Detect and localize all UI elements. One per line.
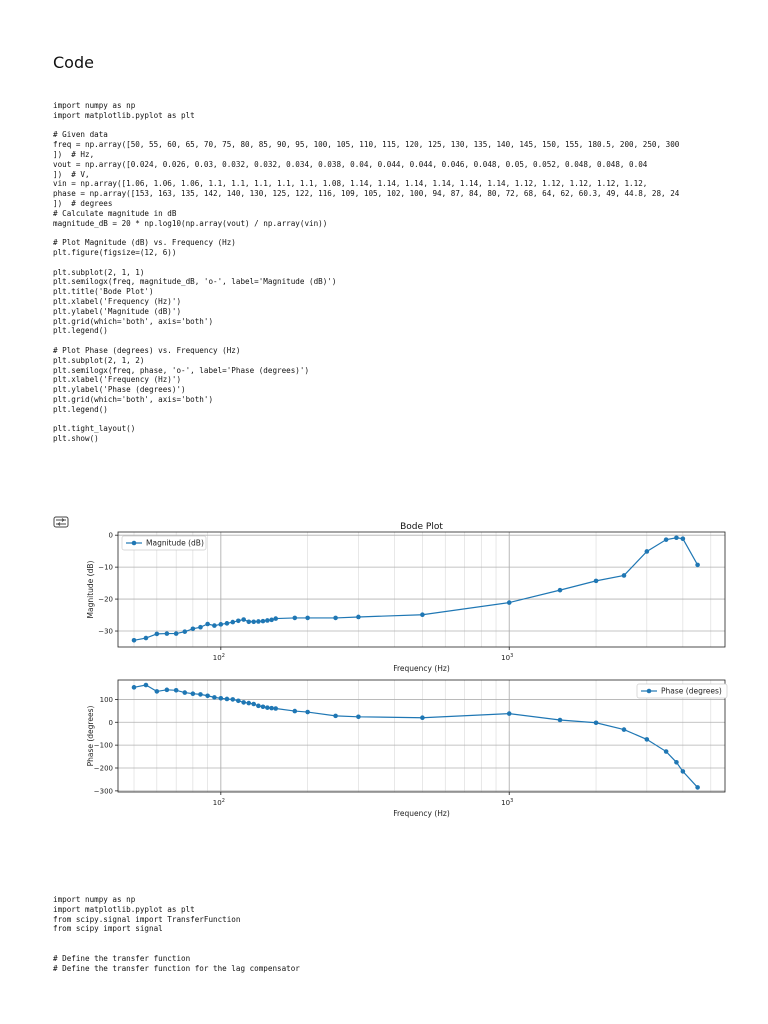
data-point	[261, 704, 266, 709]
code-line: ]) # V,	[53, 169, 90, 179]
data-point	[265, 618, 270, 623]
code-line: plt.semilogx(freq, magnitude_dB, 'o-', label='Magnitude (dB)')	[53, 277, 337, 287]
code-line: import numpy as np	[53, 101, 136, 110]
data-point	[356, 715, 361, 720]
code-line: from scipy import signal	[53, 924, 163, 934]
code-line: # Plot Magnitude (dB) vs. Frequency (Hz)	[53, 238, 236, 248]
code-line: plt.xlabel('Frequency (Hz)')	[53, 375, 182, 385]
code-line: phase = np.array([153, 163, 135, 142, 140, 130, 125, 122, 116, 109, 105, 102, 100, 94, 87, 84, 80, 72, 68, 64, 62, 60.3, 49, 44.8, 28, 24	[53, 189, 680, 199]
data-point	[191, 626, 196, 631]
data-point	[174, 688, 179, 693]
y-tick-label: 0	[108, 531, 113, 540]
x-tick-exponent: 2	[221, 798, 225, 804]
data-point	[273, 706, 278, 711]
y-tick-label: 0	[108, 718, 113, 727]
data-point	[645, 549, 650, 554]
code-line: ]) # degrees	[53, 198, 113, 208]
data-point	[507, 711, 512, 716]
data-point	[236, 619, 241, 624]
data-point	[269, 706, 274, 711]
code-line: # Plot Phase (degrees) vs. Frequency (Hz)	[53, 345, 241, 355]
code-line: plt.xlabel('Frequency (Hz)')	[53, 296, 182, 306]
data-point	[144, 683, 149, 688]
code-line: plt.show()	[53, 434, 99, 444]
data-point	[205, 622, 210, 627]
data-point	[182, 629, 187, 634]
data-point	[225, 621, 230, 626]
code-line: plt.ylabel('Magnitude (dB)')	[53, 306, 182, 316]
data-point	[695, 785, 700, 790]
data-point	[246, 701, 251, 706]
code-line: plt.tight_layout()	[53, 424, 136, 434]
data-point	[674, 535, 679, 540]
y-tick-label: −10	[98, 563, 113, 572]
x-tick-exponent: 3	[510, 798, 514, 804]
data-point	[420, 715, 425, 720]
data-point	[155, 689, 160, 694]
x-tick-label: $10^3$	[501, 653, 514, 662]
code-line: ]) # Hz,	[53, 149, 95, 159]
code-line: plt.legend()	[53, 404, 108, 414]
data-point	[132, 685, 137, 690]
code-line: freq = np.array([50, 55, 60, 65, 70, 75, 80, 85, 90, 95, 100, 105, 110, 115, 120, 125, 130, 135, 140, 145, 150, 155, 180.5, 200, 250, 300	[53, 140, 680, 150]
legend-marker	[132, 541, 137, 546]
chart-title: Bode Plot	[400, 522, 443, 532]
code-line: import matplotlib.pyplot as plt	[53, 904, 195, 914]
data-point	[212, 695, 217, 700]
y-tick-label: −20	[98, 595, 113, 604]
data-point	[251, 702, 256, 707]
legend-label: Phase (degrees)	[661, 686, 722, 696]
data-point	[594, 579, 599, 584]
data-point	[230, 620, 235, 625]
code-line: vout = np.array([0.024, 0.026, 0.03, 0.032, 0.032, 0.034, 0.038, 0.04, 0.044, 0.044, 0.046, 0.048, 0.05, 0.052, 0.048, 0.048, 0.04	[53, 159, 648, 169]
data-point	[198, 692, 203, 697]
code-line: plt.figure(figsize=(12, 6))	[53, 247, 177, 257]
data-point	[333, 616, 338, 621]
y-axis-label: Phase (degrees)	[86, 705, 95, 767]
data-point	[333, 714, 338, 719]
code-line: magnitude_dB = 20 * np.log10(np.array(vout) / np.array(vin))	[53, 218, 328, 228]
data-point	[241, 700, 246, 705]
code-line: plt.legend()	[53, 326, 108, 336]
data-point	[261, 619, 266, 624]
data-point	[695, 563, 700, 568]
x-axis-label: Frequency (Hz)	[393, 664, 450, 673]
x-tick-label: $10^2$	[212, 798, 225, 807]
y-tick-label: −200	[93, 764, 113, 773]
data-point	[251, 619, 256, 624]
data-point	[219, 696, 224, 701]
data-point	[674, 760, 679, 765]
subplot-1	[86, 522, 725, 673]
data-point	[305, 710, 310, 715]
subplot-2	[86, 680, 727, 818]
code-line: from scipy.signal import TransferFunction	[53, 914, 241, 924]
y-tick-label: −300	[93, 787, 113, 796]
data-point	[256, 619, 261, 624]
y-tick-label: 100	[99, 695, 113, 704]
legend-label: Magnitude (dB)	[146, 538, 204, 548]
data-point	[420, 612, 425, 617]
data-point	[292, 616, 297, 621]
x-tick-label: $10^3$	[501, 798, 514, 807]
plot-area	[118, 532, 725, 647]
data-point	[622, 573, 627, 578]
data-point	[236, 699, 241, 704]
data-point	[681, 536, 686, 541]
page-title: Code	[53, 53, 94, 72]
data-point	[645, 737, 650, 742]
data-point	[292, 709, 297, 714]
code-line: plt.title('Bode Plot')	[53, 287, 154, 297]
data-point	[664, 537, 669, 542]
data-point	[191, 691, 196, 696]
data-point	[273, 616, 278, 621]
data-point	[212, 623, 217, 628]
data-point	[246, 619, 251, 624]
data-point	[174, 631, 179, 636]
data-point	[558, 718, 563, 723]
data-point	[165, 688, 170, 693]
data-point	[155, 632, 160, 637]
x-tick-exponent: 2	[221, 653, 225, 659]
data-point	[305, 616, 310, 621]
code-line: plt.semilogx(freq, phase, 'o-', label='Phase (degrees)')	[53, 365, 310, 375]
data-point	[225, 697, 230, 702]
code-line: # Calculate magnitude in dB	[53, 208, 177, 218]
data-point	[205, 693, 210, 698]
data-point	[144, 636, 149, 641]
data-point	[132, 638, 137, 643]
data-point	[198, 625, 203, 630]
data-point	[219, 622, 224, 627]
code-line: # Define the transfer function	[53, 953, 191, 963]
legend-marker	[647, 689, 652, 694]
data-point	[269, 618, 274, 623]
code-line: plt.subplot(2, 1, 1)	[53, 267, 145, 277]
code-line: import matplotlib.pyplot as plt	[53, 110, 195, 120]
code-block-transfer	[53, 895, 300, 973]
x-tick-exponent: 3	[510, 653, 514, 659]
data-point	[230, 697, 235, 702]
x-axis-label: Frequency (Hz)	[393, 809, 450, 818]
code-line: import numpy as np	[53, 895, 136, 904]
y-axis-label: Magnitude (dB)	[86, 560, 95, 619]
data-point	[664, 749, 669, 754]
data-point	[594, 720, 599, 725]
data-point	[356, 615, 361, 620]
code-line: plt.ylabel('Phase (degrees)')	[53, 385, 186, 395]
legend	[122, 536, 206, 550]
code-line: vin = np.array([1.06, 1.06, 1.06, 1.1, 1.1, 1.1, 1.1, 1.1, 1.08, 1.14, 1.14, 1.14, 1.14, 1.14, 1.14, 1.12, 1.12, 1.12, 1.12, 1.12,	[53, 179, 648, 189]
legend	[637, 684, 727, 698]
data-point	[256, 704, 261, 709]
data-point	[507, 600, 512, 605]
code-line: plt.grid(which='both', axis='both')	[53, 394, 214, 404]
data-point	[558, 588, 563, 593]
code-line: # Define the transfer function for the lag compensator	[53, 963, 300, 973]
code-line: plt.subplot(2, 1, 2)	[53, 355, 145, 365]
data-point	[241, 617, 246, 622]
x-tick-label: $10^2$	[212, 653, 225, 662]
data-point	[265, 705, 270, 710]
y-tick-label: −100	[93, 741, 113, 750]
data-point	[182, 690, 187, 695]
data-point	[622, 727, 627, 732]
y-tick-label: −30	[98, 627, 113, 636]
code-line: plt.grid(which='both', axis='both')	[53, 316, 214, 326]
data-point	[165, 631, 170, 636]
code-line: # Given data	[53, 130, 108, 140]
data-point	[681, 769, 686, 774]
